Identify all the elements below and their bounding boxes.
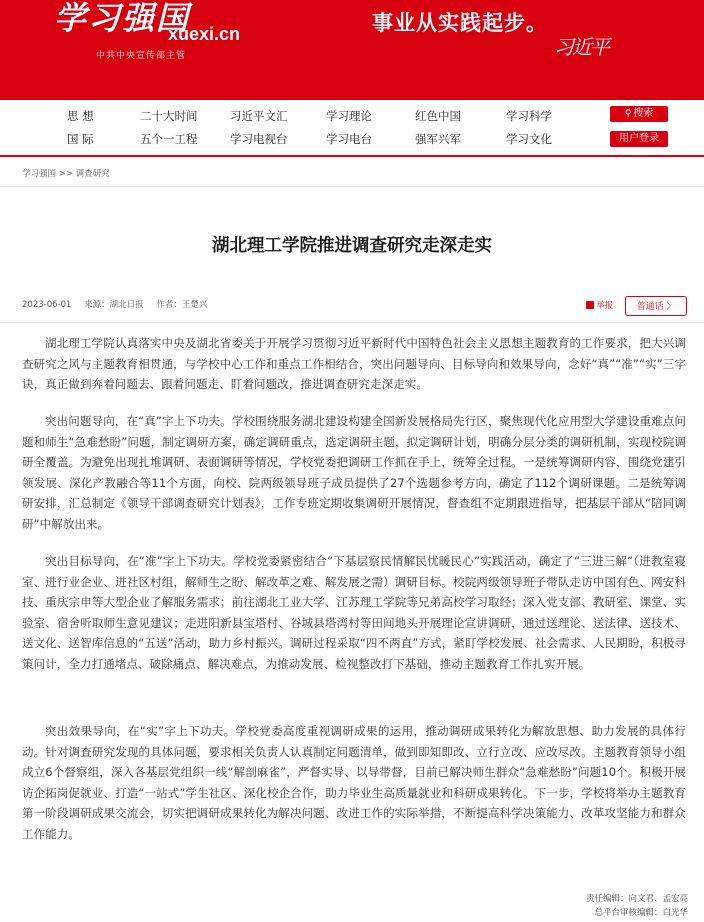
article-source: 来源：湖北日报 xyxy=(84,300,144,310)
nav-item-sixiang[interactable]: 思 想 xyxy=(67,109,94,123)
putonghua-audio-button[interactable]: 普通话 〉 xyxy=(625,296,687,316)
breadcrumb-home[interactable]: 学习强国 xyxy=(22,169,57,179)
site-logo[interactable]: 学习强国 xyxy=(54,0,191,37)
meta-divider xyxy=(0,322,704,323)
logo-subtitle: 中共中央宣传部主管 xyxy=(96,51,187,61)
search-button[interactable] xyxy=(610,106,668,122)
nav-item-guoji[interactable]: 国 际 xyxy=(67,132,94,146)
breadcrumb xyxy=(22,168,110,180)
nav-item-wenhua[interactable]: 学习文化 xyxy=(506,132,552,146)
report-icon xyxy=(586,301,594,309)
search-icon: ⚲ xyxy=(624,109,632,119)
breadcrumb-separator: >> xyxy=(58,169,73,179)
site-header xyxy=(0,0,704,157)
report-label: 举报 xyxy=(596,301,614,311)
platform-reviewer: 总平台审核编辑：白光华 xyxy=(594,908,688,918)
nav-item-qiangjun[interactable]: 强军兴军 xyxy=(415,132,461,146)
article-paragraph-3: 突出目标导向，在“准”字上下功夫。学校党委紧密结合“下基层察民情解民忧暖民心”实践活动，确定了“三进三解”（进教室寝室、进行业企业、进社区村组，解师生之盼、解改革之难、解发展之需）调研目标。校院两级领导班子带队走访中国有色、网安科技、重庆宗申等大型企业了解服务需求；前往湖北工业大学、江苏理工学院等兄弟高校学习取经；深入党支部、教研室、课堂、实验室、宿舍听取师生意见建议；走进阳新县宝塔村、谷城县塔湾村等田间地头开展理论宣讲调研，通过送理论、送法律、送技术、送文化、送智库信息的“五送”活动，助力乡村振兴。调研过程采取“四不两直”方式，紧盯学校发展、社会需求、人民期盼，积极寻策问计，全力打通堵点、破除痛点、解决难点，为推动发展、检视整改打下基础，推动主题教育工作扎实开展。 xyxy=(22,554,686,671)
header-slogan: 事业从实践起步。 xyxy=(372,10,548,35)
article-paragraph-1: 湖北理工学院认真落实中央及湖北省委关于开展学习贯彻习近平新时代中国特色社会主义思想主题教育的工作要求，把大兴调查研究之风与主题教育相贯通，与学校中心工作和重点工作相结合，突出问题导向、目标导向和效果导向，念好“真”“准”“实”三字诀，真正做到奔着问题去、跟着问题走、盯着问题改，推进调查研究走深走实。 xyxy=(22,336,686,392)
article-title: 湖北理工学院推进调查研究走深走实 xyxy=(212,236,492,256)
article-paragraph-2: 突出问题导向，在“真”字上下功夫。学校围绕服务湖北建设构建全国新发展格局先行区，聚焦现代化应用型大学建设重难点问题和师生“急难愁盼”问题，制定调研方案，确定调研重点，选定调研主题，拟定调研计划，明确分层分类的调研机制，实现校院调研全覆盖。为避免出现扎堆调研、表面调研等情况，学校党委把调研工作抓在手上，统筹全过程。一是统筹调研内容，围绕党建引领发展、深化产教融合等11个方面，向校、院两级领导班子成员提供了27个选题参考方向，确定了112个调研课题。二是统筹调研安排，汇总制定《领导干部调查研究计划表》，工作专班定期收集调研开展情况，督查组不定期跟进指导，把基层干部从“陪同调研”中解放出来。 xyxy=(22,414,686,531)
article-meta xyxy=(22,299,217,311)
nav-item-wugeyi[interactable]: 五个一工程 xyxy=(140,132,198,146)
report-link[interactable] xyxy=(586,300,613,312)
breadcrumb-divider xyxy=(0,186,704,187)
responsible-editor: 责任编辑：向文君、孟宏亮 xyxy=(585,894,688,904)
nav-item-lilun[interactable]: 学习理论 xyxy=(326,109,372,123)
header-banner xyxy=(0,0,704,100)
nav-item-wenhui[interactable]: 习近平文汇 xyxy=(230,109,288,123)
nav-item-dianshitai[interactable]: 学习电视台 xyxy=(230,132,288,146)
login-button[interactable]: 用户登录 xyxy=(610,131,668,147)
article-date: 2023-06-01 xyxy=(22,300,72,310)
site-logo-url[interactable]: xuexi.cn xyxy=(168,24,241,44)
article-author: 作者：王楚兴 xyxy=(156,300,208,310)
search-label: 搜索 xyxy=(633,108,654,119)
nav-item-hongse[interactable]: 红色中国 xyxy=(415,109,461,123)
nav-item-kexue[interactable]: 学习科学 xyxy=(506,109,552,123)
breadcrumb-current[interactable]: 调查研究 xyxy=(75,169,110,179)
nav-item-diantai[interactable]: 学习电台 xyxy=(326,132,372,146)
signature: 习近平 xyxy=(554,35,608,59)
nav-item-ershida[interactable]: 二十大时间 xyxy=(140,109,198,123)
article-paragraph-4: 突出效果导向，在“实”字上下功夫。学校党委高度重视调研成果的运用，推动调研成果转化为解放思想、助力发展的具体行动。针对调查研究发现的具体问题，要求相关负责人认真制定问题清单，做到即知即改、立行立改、应改尽改。主题教育领导小组成立6个督察组，深入各基层党组织一线“解剖麻雀”，严督实导、以导带督，目前已解决师生群众“急难愁盼”问题10个。积极开展访企拓岗促就业、打造“一站式”学生社区、深化校企合作，助力毕业生高质量就业和科研成果转化。下一步，学校将举办主题教育第一阶段调研成果交流会，切实把调研成果转化为解决问题、改进工作的实际举措，不断提高科学决策能力、改革攻坚能力和群众工作能力。 xyxy=(22,724,686,841)
header-divider xyxy=(0,155,704,157)
main-nav xyxy=(0,100,704,157)
